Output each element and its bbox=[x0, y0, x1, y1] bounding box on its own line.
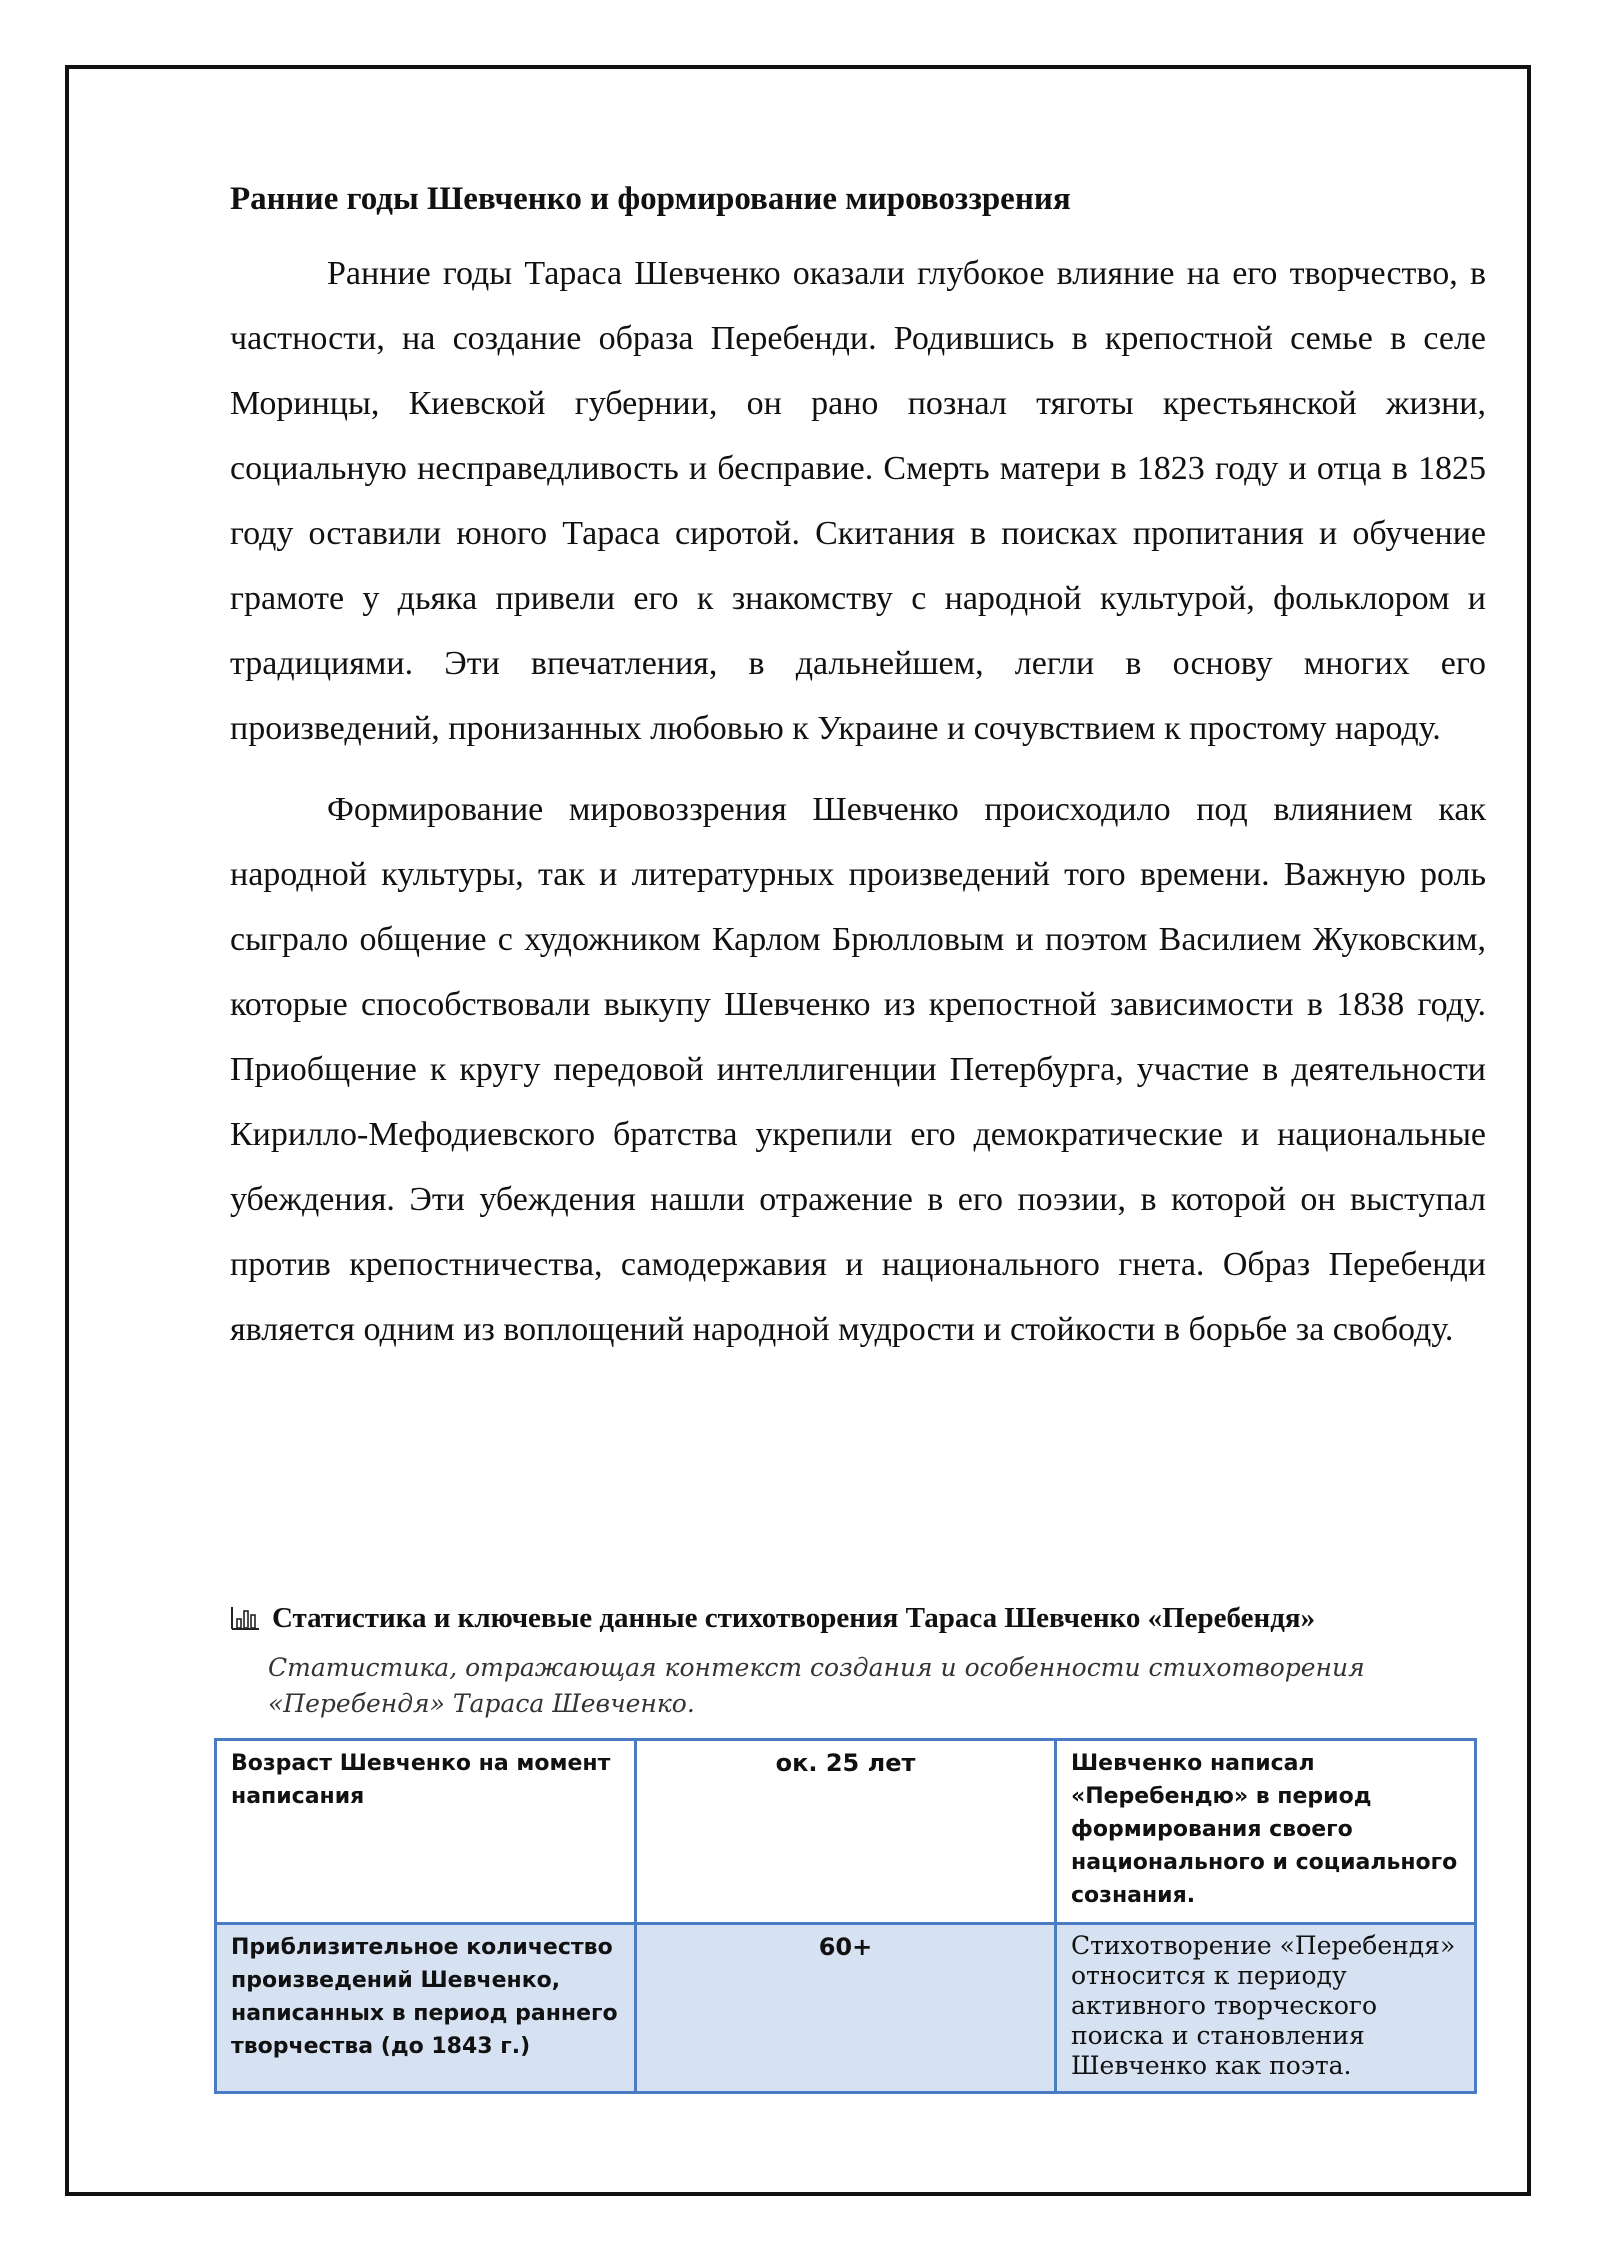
table-cell-label: Возраст Шевченко на момент написания bbox=[216, 1740, 636, 1924]
bar-chart-icon bbox=[230, 1605, 260, 1631]
statistics-title bbox=[230, 1598, 1490, 1638]
table-cell-value: ок. 25 лет bbox=[636, 1740, 1056, 1924]
table-cell-note: Шевченко написал «Перебендю» в период формирования своего национального и социального сознания. bbox=[1056, 1740, 1476, 1924]
statistics-section bbox=[230, 1598, 1490, 2094]
table-row bbox=[216, 1924, 1476, 2093]
table-row bbox=[216, 1740, 1476, 1924]
paragraph-early-years: Ранние годы Тараса Шевченко оказали глубокое влияние на его творчество, в частности, на создание образа Перебенди. Родившись в крепостной семье в селе Моринцы, Киевской губернии, он рано познал тяготы крестьянской жизни, социальную несправедливость и бесправие. Смерть матери в 1823 году и отца в 1825 году оставили юного Тараса сиротой. Скитания в поисках пропитания и обучение грамоте у дьяка привели его к знакомству с народной культурой, фольклором и традициями. Эти впечатления, в дальнейшем, легли в основу многих его произведений, пронизанных любовью к Украине и сочувствием к простому народу. bbox=[230, 255, 1486, 747]
table-cell-note: Стихотворение «Перебендя» относится к периоду активного творческого поиска и становления Шевченко как поэта. bbox=[1056, 1924, 1476, 2093]
paragraph-worldview: Формирование мировоззрения Шевченко происходило под влиянием как народной культуры, так и литературных произведений того времени. Важную роль сыграло общение с художником Карлом Брюлловым и поэтом Василием Жуковским, которые способствовали выкупу Шевченко из крепостной зависимости в 1838 году. Приобщение к кругу передовой интеллигенции Петербурга, участие в деятельности Кирилло-Мефодиевского братства укрепили его демократические и национальные убеждения. Эти убеждения нашли отражение в его поэзии, в которой он выступал против крепостничества, самодержавия и национального гнета. Образ Перебенди является одним из воплощений народной мудрости и стойкости в борьбе за свободу. bbox=[230, 791, 1486, 1348]
statistics-subtitle: Статистика, отражающая контекст создания и особенности стихотворения «Перебендя» Тараса Шевченко. bbox=[268, 1653, 1365, 1718]
statistics-table bbox=[214, 1738, 1477, 2094]
table-cell-value: 60+ bbox=[636, 1924, 1056, 2093]
table-cell-label: Приблизительное количество произведений Шевченко, написанных в период раннего творчества (до 1843 г.) bbox=[216, 1924, 636, 2093]
section-heading: Ранние годы Шевченко и формирование мировоззрения bbox=[230, 181, 1071, 217]
document-body bbox=[230, 175, 1486, 1378]
statistics-title-text: Статистика и ключевые данные стихотворения Тараса Шевченко «Перебендя» bbox=[272, 1602, 1316, 1634]
